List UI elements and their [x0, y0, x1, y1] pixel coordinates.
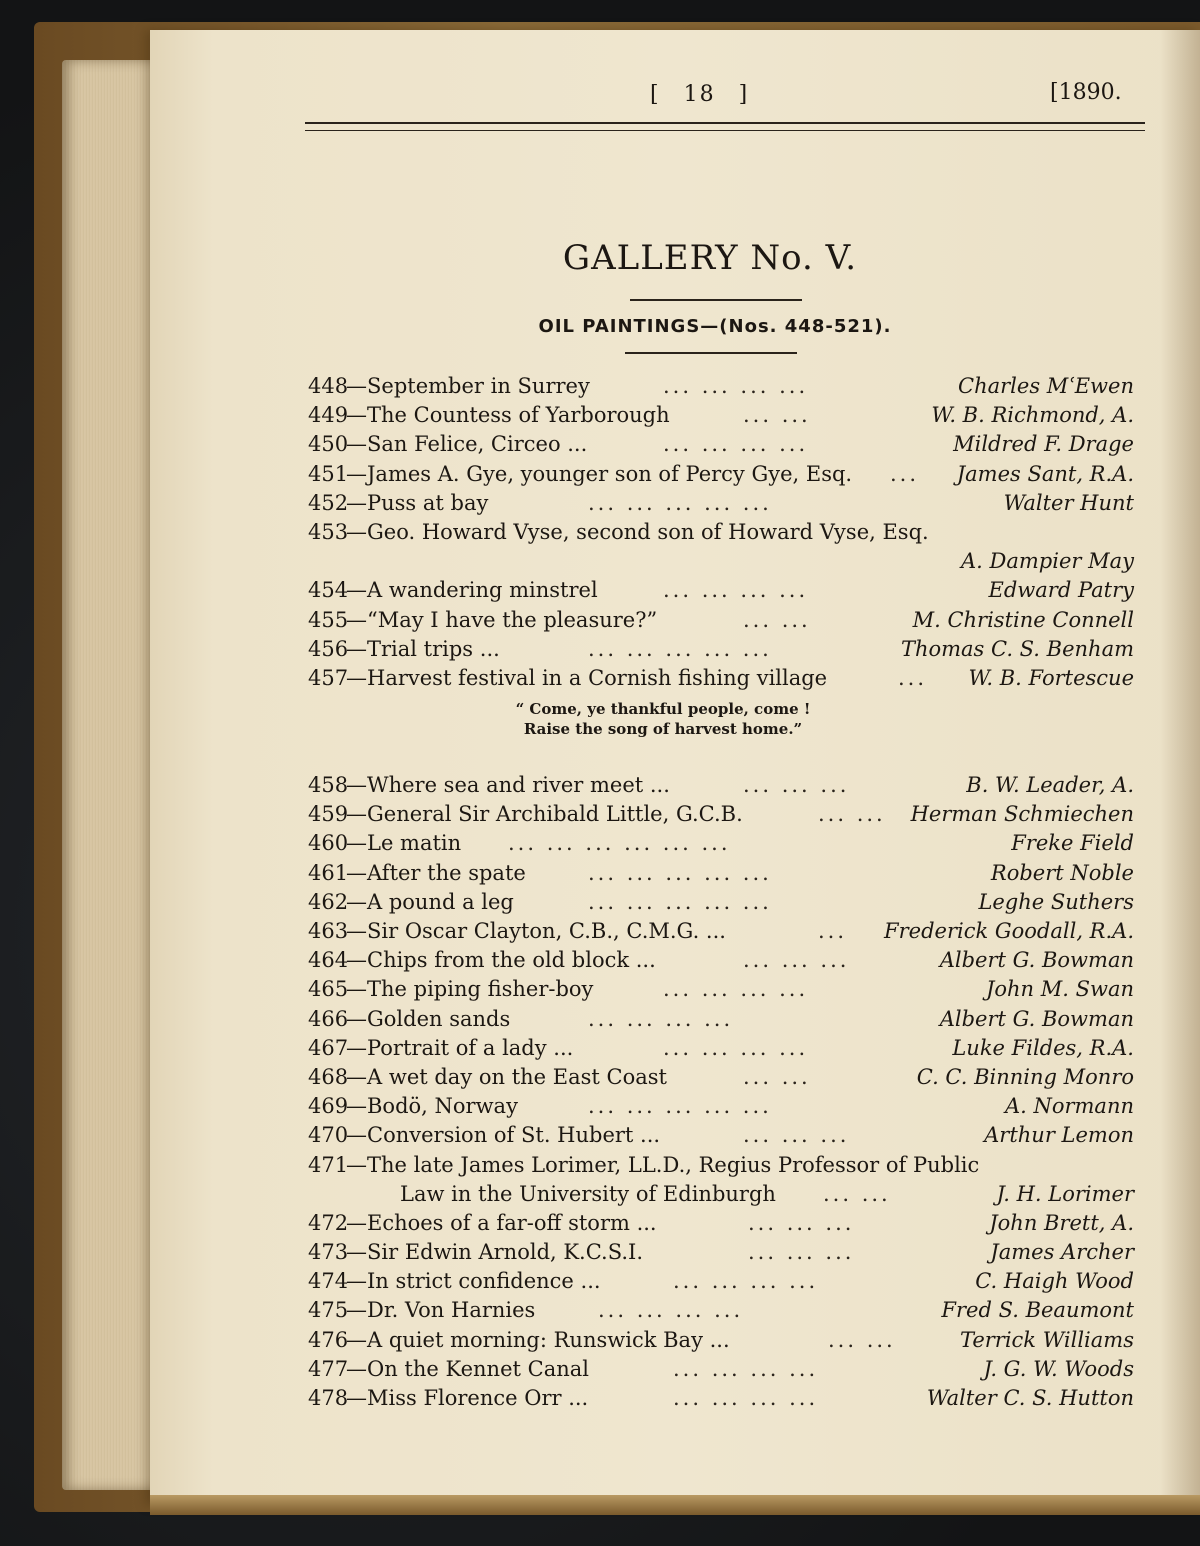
entry-title: —Conversion of St. Hubert ...: [346, 1123, 661, 1148]
page-year: [1890.: [1050, 80, 1122, 105]
entry-number: 458: [308, 773, 349, 798]
entry-title-continued: Law in the University of Edinburgh: [400, 1181, 776, 1206]
entry-title: —A wet day on the East Coast: [346, 1064, 667, 1089]
entry-title: —The piping fisher-boy: [346, 977, 594, 1002]
catalogue-entry: [308, 857, 1138, 886]
catalogue-entry: [308, 973, 1138, 1002]
entry-title: —Geo. Howard Vyse, second son of Howard Vyse, Esq.: [346, 519, 929, 544]
entry-title: —Where sea and river meet ...: [346, 773, 670, 798]
leader-dots: ... ... ... ...: [663, 578, 809, 603]
entry-number: 456: [308, 636, 349, 661]
entry-artist: M. Christine Connell: [912, 607, 1134, 632]
catalogue-entry: [308, 574, 1138, 603]
entry-title: —James A. Gye, younger son of Percy Gye, Esq.: [346, 461, 853, 486]
entry-artist: John M. Swan: [985, 977, 1134, 1002]
catalogue-entry: [308, 1353, 1138, 1382]
leader-dots: ... ... ... ...: [663, 977, 809, 1002]
entry-title: —Le matin: [346, 831, 462, 856]
entry-number: 478: [308, 1386, 349, 1410]
entry-number: 464: [308, 948, 349, 973]
leader-dots: ... ... ... ...: [673, 1356, 819, 1381]
leader-dots: ... ... ... ... ...: [588, 860, 772, 885]
entry-number: 467: [308, 1035, 349, 1060]
entry-number: 465: [308, 977, 349, 1002]
entry-number: 477: [308, 1356, 349, 1381]
entry-title: —General Sir Archibald Little, G.C.B.: [346, 802, 743, 827]
catalogue-entry: [308, 1149, 1138, 1178]
entry-artist: Leghe Suthers: [978, 889, 1134, 914]
entry-title: —September in Surrey: [346, 374, 590, 398]
entry-artist: Arthur Lemon: [984, 1123, 1134, 1148]
leader-dots: ... ...: [743, 607, 811, 632]
catalogue-entry-continued: [308, 1178, 1138, 1207]
catalogue-entry: [308, 633, 1138, 662]
entry-title: —The Countess of Yarborough: [346, 403, 670, 428]
entry-title: —Trial trips ...: [346, 636, 500, 661]
entry-title: —“May I have the pleasure?”: [346, 607, 658, 632]
entry-title: —Chips from the old block ...: [346, 948, 656, 973]
leader-dots: ...: [890, 461, 920, 486]
leader-dots: ... ...: [828, 1327, 896, 1352]
entry-artist: A. Dampier May: [961, 549, 1134, 574]
header-rule: [305, 122, 1145, 131]
entry-number: 469: [308, 1094, 349, 1119]
entry-artist: W. B. Richmond, A.: [931, 403, 1134, 428]
catalogue-entry: [308, 516, 1138, 545]
entry-artist: B. W. Leader, A.: [966, 773, 1134, 798]
entry-number: 468: [308, 1064, 349, 1089]
entry-number: 473: [308, 1240, 349, 1265]
title-rule-bottom: [625, 352, 797, 354]
leader-dots: ... ... ...: [748, 1240, 855, 1265]
epigraph-quote: [513, 699, 813, 739]
catalogue-entry: [308, 370, 1138, 399]
leader-dots: ... ... ... ... ...: [588, 490, 772, 515]
entry-number: 453: [308, 519, 349, 544]
entry-title: —Sir Edwin Arnold, K.C.S.I.: [346, 1240, 644, 1265]
catalogue-entry: [308, 1003, 1138, 1032]
leader-dots: ... ... ... ... ...: [588, 636, 772, 661]
entry-number: 474: [308, 1269, 349, 1294]
catalogue-entry: [308, 1324, 1138, 1353]
entry-title: —Dr. Von Harnies: [346, 1298, 536, 1323]
catalogue-entry: [308, 886, 1138, 915]
entry-artist: A. Normann: [1004, 1094, 1134, 1119]
entry-title: —A wandering minstrel: [346, 578, 598, 603]
entry-artist: Luke Fildes, R.A.: [952, 1035, 1134, 1060]
entry-title: —Harvest festival in a Cornish fishing village: [346, 665, 828, 690]
entry-artist: Mildred F. Drage: [953, 432, 1134, 457]
catalogue-entry: [308, 1382, 1138, 1411]
quote-block: [308, 691, 1138, 769]
leader-dots: ... ... ...: [743, 1123, 850, 1148]
entry-artist: Herman Schmiechen: [910, 802, 1134, 827]
leader-dots: ... ... ... ...: [663, 374, 809, 398]
entry-number: 463: [308, 919, 349, 943]
catalogue-entry: [308, 915, 1138, 944]
quote-line: Raise the song of harvest home.”: [523, 720, 803, 739]
entry-artist: Walter C. S. Hutton: [926, 1386, 1134, 1410]
entry-number: 459: [308, 802, 349, 827]
entry-artist: C. C. Binning Monro: [916, 1064, 1134, 1089]
leader-dots: ... ...: [743, 403, 811, 428]
catalogue-entry: [308, 1090, 1138, 1119]
catalogue-entry: [308, 458, 1138, 487]
entry-number: 472: [308, 1210, 349, 1235]
entry-number: 457: [308, 665, 349, 690]
entry-artist: James Archer: [990, 1240, 1134, 1265]
page-number: [ 18 ]: [650, 82, 750, 107]
title-rule-top: [630, 299, 802, 301]
entry-title: —Sir Oscar Clayton, C.B., C.M.G. ...: [346, 919, 726, 943]
catalogue-entry: [308, 1119, 1138, 1148]
entry-number: 476: [308, 1327, 349, 1352]
leader-dots: ... ... ... ...: [598, 1298, 744, 1323]
gallery-title: GALLERY No. V.: [562, 238, 858, 278]
leader-dots: ...: [818, 919, 848, 943]
catalogue-entry: [308, 769, 1138, 798]
catalogue-entry: [308, 827, 1138, 856]
entry-number: 475: [308, 1298, 349, 1323]
quote-line: “ Come, ye thankful people, come !: [515, 700, 811, 719]
entry-title: —A quiet morning: Runswick Bay ...: [346, 1327, 730, 1352]
entry-title: —Echoes of a far-off storm ...: [346, 1210, 657, 1235]
catalogue-entry: [308, 487, 1138, 516]
entry-artist: C. Haigh Wood: [975, 1269, 1134, 1294]
entry-title: —After the spate: [346, 860, 526, 885]
leader-dots: ...: [898, 665, 928, 690]
entry-number: 449: [308, 403, 349, 428]
entry-title: —Puss at bay: [346, 490, 489, 515]
leader-dots: ... ... ... ...: [588, 1006, 734, 1031]
leader-dots: ... ... ...: [743, 773, 850, 798]
entry-artist: Robert Noble: [990, 860, 1134, 885]
entry-number: 448: [308, 374, 349, 398]
entry-number: 470: [308, 1123, 349, 1148]
entry-title: —In strict confidence ...: [346, 1269, 601, 1294]
leader-dots: ... ... ...: [748, 1210, 855, 1235]
entry-artist: Freke Field: [1011, 831, 1134, 856]
catalogue-entry: [308, 798, 1138, 827]
entry-title: —Miss Florence Orr ...: [346, 1386, 589, 1410]
catalogue-entry: [308, 1236, 1138, 1265]
entry-artist: Terrick Williams: [959, 1327, 1134, 1352]
entry-number: 452: [308, 490, 349, 515]
entry-artist: Charles MʿEwen: [958, 374, 1134, 398]
entry-title: —On the Kennet Canal: [346, 1356, 589, 1381]
catalogue-entry: [308, 944, 1138, 973]
entry-artist: Frederick Goodall, R.A.: [884, 919, 1134, 943]
leader-dots: ... ...: [818, 802, 886, 827]
entry-artist: Walter Hunt: [1003, 490, 1134, 515]
leader-dots: ... ... ... ...: [673, 1269, 819, 1294]
entry-title: —San Felice, Circeo ...: [346, 432, 588, 457]
entry-title: —Portrait of a lady ...: [346, 1035, 574, 1060]
catalogue-entry: [308, 1294, 1138, 1323]
catalogue-entry: [308, 1207, 1138, 1236]
gallery-subtitle: OIL PAINTINGS—(Nos. 448-521).: [538, 316, 892, 337]
leader-dots: ... ... ... ...: [663, 1035, 809, 1060]
catalogue-list: [308, 370, 1138, 1411]
entry-artist: Albert G. Bowman: [939, 948, 1134, 973]
leader-dots: ... ... ...: [743, 948, 850, 973]
entry-number: 462: [308, 889, 349, 914]
entry-artist: J. G. W. Woods: [983, 1356, 1134, 1381]
catalogue-entry: [308, 428, 1138, 457]
entry-number: 455: [308, 607, 349, 632]
leader-dots: ... ... ... ... ...: [588, 1094, 772, 1119]
entry-artist: J. H. Lorimer: [996, 1181, 1134, 1206]
entry-title: —A pound a leg: [346, 889, 514, 914]
entry-number: 471: [308, 1152, 349, 1177]
entry-artist: Albert G. Bowman: [939, 1006, 1134, 1031]
leader-dots: ... ... ... ... ... ...: [508, 831, 731, 856]
catalogue-entry: [308, 604, 1138, 633]
entry-title: —The late James Lorimer, LL.D., Regius Professor of Public: [346, 1152, 980, 1177]
entry-number: 454: [308, 578, 349, 603]
entry-artist: W. B. Fortescue: [968, 665, 1134, 690]
catalogue-entry: [308, 399, 1138, 428]
entry-title: —Bodö, Norway: [346, 1094, 518, 1119]
entry-number: 451: [308, 461, 349, 486]
entry-number: 450: [308, 432, 349, 457]
leader-dots: ... ... ... ...: [663, 432, 809, 457]
catalogue-entry: [308, 1061, 1138, 1090]
entry-artist: Fred S. Beaumont: [941, 1298, 1134, 1323]
catalogue-entry: [308, 1032, 1138, 1061]
entry-number: 461: [308, 860, 349, 885]
leader-dots: ... ... ... ...: [673, 1386, 819, 1410]
entry-number: 460: [308, 831, 349, 856]
entry-title: —Golden sands: [346, 1006, 511, 1031]
leader-dots: ... ...: [823, 1181, 891, 1206]
entry-artist: John Brett, A.: [989, 1210, 1134, 1235]
entry-artist: Thomas C. S. Benham: [900, 636, 1134, 661]
entry-artist: Edward Patry: [988, 578, 1134, 603]
entry-artist: James Sant, R.A.: [956, 461, 1134, 486]
entry-number: 466: [308, 1006, 349, 1031]
catalogue-entry: [308, 662, 1138, 691]
leader-dots: ... ... ... ... ...: [588, 889, 772, 914]
catalogue-entry-continued: [308, 545, 1138, 574]
leader-dots: ... ...: [743, 1064, 811, 1089]
catalogue-entry: [308, 1265, 1138, 1294]
